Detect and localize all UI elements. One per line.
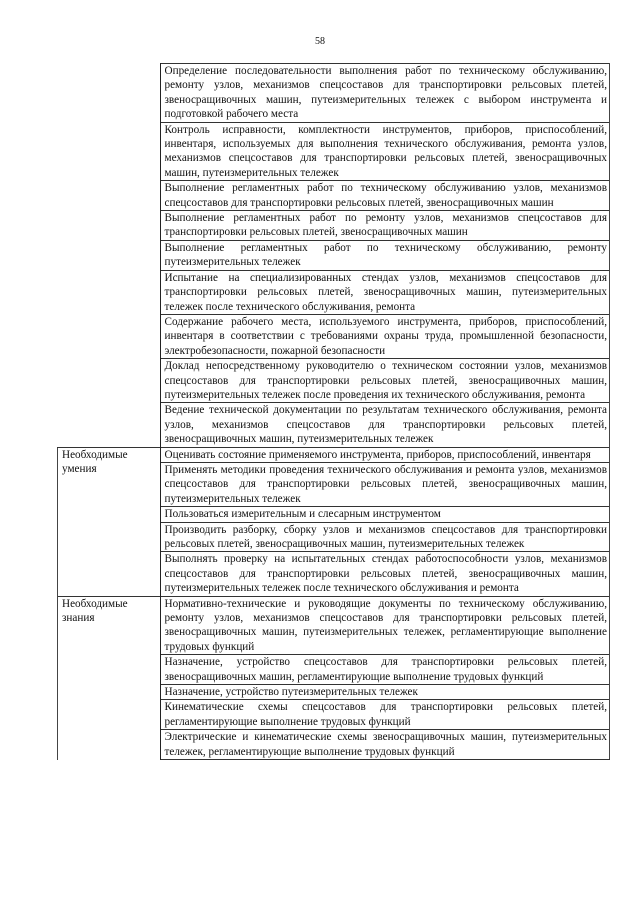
requirement-text: Испытание на специализированных стендах узлов, механизмов спецсоставов для транспортировки рельсовых плетей, звеносращивочных машин, путеизмерительных тележек после технического обслуживания, ремонта: [160, 270, 610, 314]
requirement-text: Кинематические схемы спецсоставов для транспортировки рельсовых плетей, регламентирующие выполнение трудовых функций: [160, 700, 610, 730]
requirement-text: Доклад непосредственному руководителю о техническом состоянии узлов, механизмов спецсоставов для транспортировки рельсовых плетей, звеносращивочных машин, путеизмерительных тележек после проведения их технического обслуживания, ремонта: [160, 359, 610, 403]
requirement-text: Назначение, устройство путеизмерительных тележек: [160, 685, 610, 700]
requirement-text: Выполнение регламентных работ по техническому обслуживанию, ремонту путеизмерительных тележек: [160, 240, 610, 270]
requirement-text: Выполнять проверку на испытательных стендах работоспособности узлов, механизмов спецсоставов для транспортировки рельсовых плетей, звеносращивочных машин, путеизмерительных тележек после технического обслуживания и ремонта: [160, 552, 610, 596]
requirement-text: Производить разборку, сборку узлов и механизмов спецсоставов для транспортировки рельсовых плетей, звеносращивочных машин, путеизмерительных тележек: [160, 522, 610, 552]
requirement-text: Выполнение регламентных работ по техническому обслуживанию узлов, механизмов спецсоставов для транспортировки рельсовых плетей, звеносращивочных машин: [160, 181, 610, 211]
requirement-text: Пользоваться измерительным и слесарным инструментом: [160, 507, 610, 522]
section-label: [58, 64, 161, 448]
section-label: Необходимые знания: [58, 596, 161, 759]
page-number: 58: [315, 36, 325, 47]
requirement-text: Определение последовательности выполнения работ по техническому обслуживанию, ремонту узлов, механизмов спецсоставов для транспортировки рельсовых плетей, звеносращивочных машин, путеизмерительных тележек с выбором инструмента и подготовкой рабочего места: [160, 64, 610, 123]
section-label: Необходимые умения: [58, 447, 161, 596]
requirement-text: Выполнение регламентных работ по ремонту узлов, механизмов спецсоставов для транспортировки рельсовых плетей, звеносращивочных машин: [160, 211, 610, 241]
requirements-table-body: [58, 64, 610, 760]
requirement-text: Ведение технической документации по результатам технического обслуживания, ремонта узлов, механизмов спецсоставов для транспортировки рельсовых плетей, звеносращивочных машин, путеизмерительных тележек: [160, 403, 610, 447]
requirement-text: Применять методики проведения технического обслуживания и ремонта узлов, механизмов спецсоставов для транспортировки рельсовых плетей, звеносращивочных машин, путеизмерительных тележек: [160, 462, 610, 506]
requirement-text: Электрические и кинематические схемы звеносращивочных машин, путеизмерительных тележек, регламентирующие выполнение трудовых функций: [160, 730, 610, 760]
table-row: [58, 447, 610, 462]
requirement-text: Контроль исправности, комплектности инструментов, приборов, приспособлений, инвентаря, используемых для выполнения технического обслуживания, ремонта узлов, механизмов спецсоставов для транспортировки рельсовых плетей, звеносращивочных машин, путеизмерительных тележек: [160, 122, 610, 181]
table-row: [58, 64, 610, 123]
requirement-text: Нормативно-технические и руководящие документы по техническому обслуживанию, ремонту узлов, механизмов спецсоставов для транспортировки рельсовых плетей, звеносращивочных машин, путеизмерительных тележек, регламентирующие выполнение трудовых функций: [160, 596, 610, 655]
requirement-text: Оценивать состояние применяемого инструмента, приборов, приспособлений, инвентаря: [160, 447, 610, 462]
requirement-text: Содержание рабочего места, используемого инструмента, приборов, приспособлений, инвентаря в соответствии с требованиями охраны труда, промышленной безопасности, электробезопасности, пожарной безопасности: [160, 314, 610, 358]
requirement-text: Назначение, устройство спецсоставов для транспортировки рельсовых плетей, звеносращивочных машин, регламентирующие выполнение трудовых функций: [160, 655, 610, 685]
table-row: [58, 596, 610, 655]
requirements-table: [57, 63, 610, 760]
